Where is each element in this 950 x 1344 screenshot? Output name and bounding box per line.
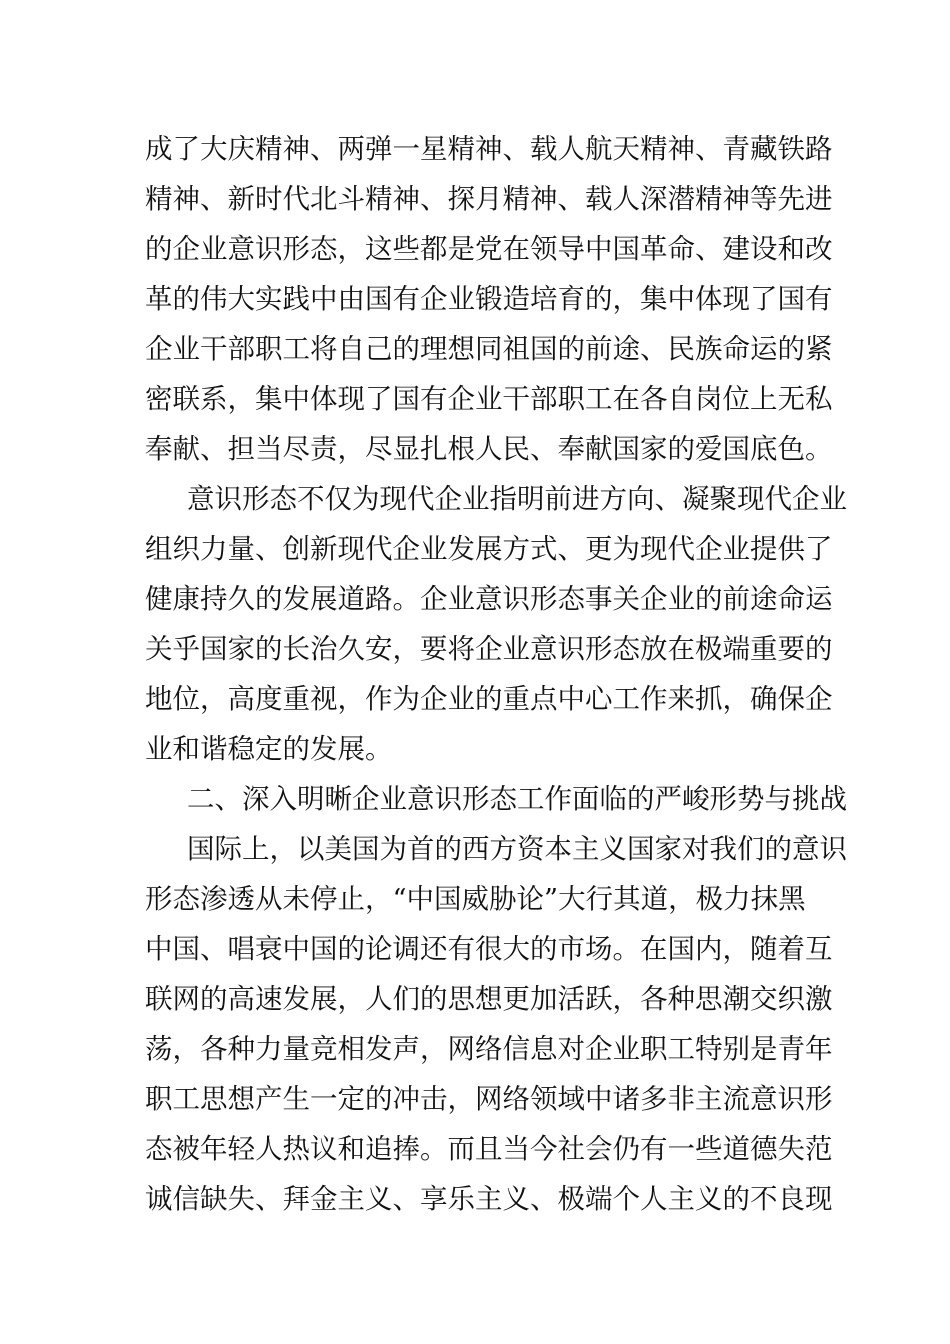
section-heading: 二、深入明晰企业意识形态工作面临的严峻形势与挑战 xyxy=(187,783,847,815)
text-line: 形态渗透从未停止，“中国威胁论”大行其道，极力抹黑 xyxy=(145,883,806,915)
text-line: 诚信缺失、拜金主义、享乐主义、极端个人主义的不良现 xyxy=(145,1183,833,1215)
paragraph-first-line: 国际上，以美国为首的西方资本主义国家对我们的意识 xyxy=(187,833,847,865)
text-line: 荡，各种力量竞相发声，网络信息对企业职工特别是青年 xyxy=(145,1033,833,1065)
text-line: 联网的高速发展，人们的思想更加活跃，各种思潮交织激 xyxy=(145,983,833,1015)
text-line: 组织力量、创新现代企业发展方式、更为现代企业提供了 xyxy=(145,533,833,565)
text-line: 健康持久的发展道路。企业意识形态事关企业的前途命运 xyxy=(145,583,833,615)
text-line: 中国、唱衰中国的论调还有很大的市场。在国内，随着互 xyxy=(145,933,833,965)
text-line: 的企业意识形态，这些都是党在领导中国革命、建设和改 xyxy=(145,233,833,265)
text-line: 关乎国家的长治久安，要将企业意识形态放在极端重要的 xyxy=(145,633,833,665)
text-line: 成了大庆精神、两弹一星精神、载人航天精神、青藏铁路 xyxy=(145,133,833,165)
paragraph-first-line: 意识形态不仅为现代企业指明前进方向、凝聚现代企业 xyxy=(187,483,847,515)
text-line: 精神、新时代北斗精神、探月精神、载人深潜精神等先进 xyxy=(145,183,833,215)
text-line: 密联系，集中体现了国有企业干部职工在各自岗位上无私 xyxy=(145,383,833,415)
text-line: 革的伟大实践中由国有企业锻造培育的，集中体现了国有 xyxy=(145,283,833,315)
text-line: 态被年轻人热议和追捧。而且当今社会仍有一些道德失范 xyxy=(145,1133,833,1165)
text-line: 职工思想产生一定的冲击，网络领域中诸多非主流意识形 xyxy=(145,1083,833,1115)
text-line: 奉献、担当尽责，尽显扎根人民、奉献国家的爱国底色。 xyxy=(145,433,833,465)
text-line: 企业干部职工将自己的理想同祖国的前途、民族命运的紧 xyxy=(145,333,833,365)
text-line: 业和谐稳定的发展。 xyxy=(145,733,393,765)
text-line: 地位，高度重视，作为企业的重点中心工作来抓，确保企 xyxy=(145,683,833,715)
